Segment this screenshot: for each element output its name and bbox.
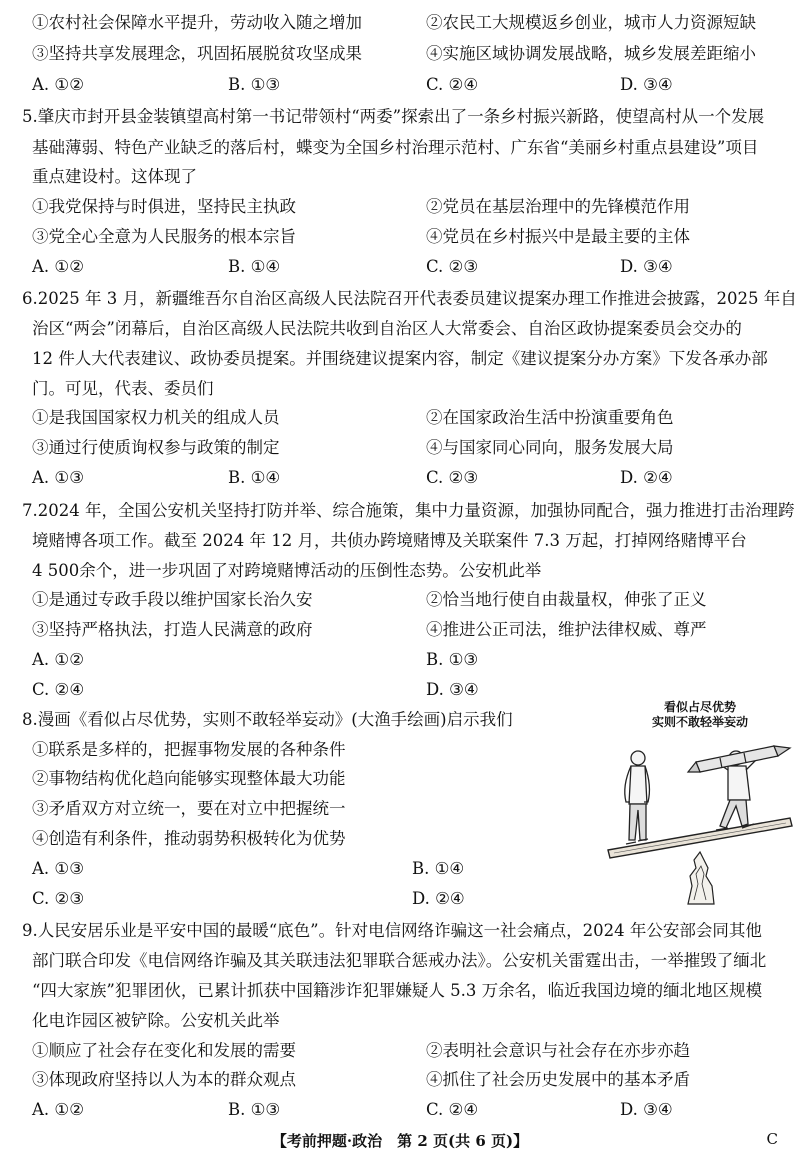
q7-choice-c: C. ②④ (32, 680, 85, 699)
q8-option-1: ①联系是多样的，把握事物发展的各种条件 (32, 740, 346, 759)
cartoon-caption-line2: 实则不敢轻举妄动 (651, 715, 748, 729)
q7-stem-line1: 7.2024 年，全国公安机关坚持打防并举、综合施策，集中力量资源，加强协同配合，强力推进打击治理跨 (22, 501, 795, 520)
q4-choice-a: A. ①② (32, 75, 84, 94)
q6-choice-d: D. ②④ (620, 468, 673, 487)
q9-option-1: ①顺应了社会存在变化和发展的需要 (32, 1041, 296, 1060)
q6-choice-a: A. ①③ (32, 468, 84, 487)
q6-choice-c: C. ②③ (426, 468, 479, 487)
footer-version-code: C (766, 1130, 778, 1148)
q7-option-4: ④推进公正司法，维护法律权威、尊严 (426, 620, 707, 639)
q5-option-1: ①我党保持与时俱进，坚持民主执政 (32, 197, 296, 216)
q7-choice-d: D. ③④ (426, 680, 479, 699)
q9-stem-line3: “四大家族”犯罪团伙，已累计抓获中国籍涉诈犯罪嫌疑人 5.3 万余名，临近我国边境的缅北地区规模 (32, 981, 763, 1000)
q5-stem-line3: 重点建设村。这体现了 (32, 167, 197, 186)
q7-choice-b: B. ①③ (426, 650, 479, 669)
q6-option-1: ①是我国国家权力机关的组成人员 (32, 408, 280, 427)
q4-option-4: ④实施区域协调发展战略，城乡发展差距缩小 (426, 44, 756, 63)
q4-choice-d: D. ③④ (620, 75, 673, 94)
q9-stem-line4: 化电诈园区被铲除。公安机关此举 (32, 1011, 280, 1030)
q8-option-2: ②事物结构优化趋向能够实现整体最大功能 (32, 769, 346, 788)
q6-stem-line4: 门。可见，代表、委员们 (32, 379, 214, 398)
q6-stem-line1: 6.2025 年 3 月，新疆维吾尔自治区高级人民法院召开代表委员建议提案办理工作推进会披露，2025 年自 (22, 289, 797, 308)
q8-choice-a: A. ①③ (32, 859, 84, 878)
q5-choice-a: A. ①② (32, 257, 84, 276)
q5-stem-line1: 5.肇庆市封开县金装镇望高村第一书记带领村“两委”探索出了一条乡村振兴新路，使望高村从一个发展 (22, 107, 765, 126)
fulcrum-flame (688, 852, 714, 904)
q5-option-4: ④党员在乡村振兴中是最主要的主体 (426, 227, 690, 246)
q8-choice-b: B. ①④ (412, 859, 465, 878)
seesaw-illustration (604, 700, 796, 905)
q5-choice-b: B. ①④ (228, 257, 281, 276)
q7-choice-a: A. ①② (32, 650, 84, 669)
left-standing-man (625, 751, 650, 844)
q9-stem-line1: 9.人民安居乐业是平安中国的最暖“底色”。针对电信网络诈骗这一社会痛点，2024 年公安部会同其他 (22, 921, 762, 940)
q9-choice-d: D. ③④ (620, 1100, 673, 1119)
q7-option-1: ①是通过专政手段以维护国家长治久安 (32, 590, 313, 609)
q5-choice-c: C. ②③ (426, 257, 479, 276)
q8-choice-d: D. ②④ (412, 889, 465, 908)
q5-option-3: ③党全心全意为人民服务的根本宗旨 (32, 227, 296, 246)
cartoon-caption-line1: 看似占尽优势 (663, 700, 736, 714)
q9-choice-c: C. ②④ (426, 1100, 479, 1119)
q9-option-2: ②表明社会意识与社会存在亦步亦趋 (426, 1041, 690, 1060)
q8-stem-line1: 8.漫画《看似占尽优势，实则不敢轻举妄动》(大渔手绘画)启示我们 (22, 710, 513, 729)
q9-option-3: ③体现政府坚持以人为本的群众观点 (32, 1070, 296, 1089)
q6-choice-b: B. ①④ (228, 468, 281, 487)
footer-page-info: 【考前押题·政治 第 2 页(共 6 页)】 (271, 1132, 529, 1150)
q6-option-4: ④与国家同心同向，服务发展大局 (426, 438, 674, 457)
q9-stem-line2: 部门联合印发《电信网络诈骗及其关联违法犯罪联合惩戒办法》。公安机关雷霆出击，一举摧毁了缅北 (32, 951, 767, 970)
q8-choice-c: C. ②③ (32, 889, 85, 908)
q9-option-4: ④抓住了社会历史发展中的基本矛盾 (426, 1070, 690, 1089)
q8-option-4: ④创造有利条件，推动弱势积极转化为优势 (32, 829, 346, 848)
q9-choice-b: B. ①③ (228, 1100, 281, 1119)
q5-choice-d: D. ③④ (620, 257, 673, 276)
seesaw-cartoon (604, 700, 796, 905)
q9-choice-a: A. ①② (32, 1100, 84, 1119)
q5-option-2: ②党员在基层治理中的先锋模范作用 (426, 197, 690, 216)
q4-option-1: ①农村社会保障水平提升，劳动收入随之增加 (32, 13, 362, 32)
q4-choice-b: B. ①③ (228, 75, 281, 94)
q8-option-3: ③矛盾双方对立统一，要在对立中把握统一 (32, 799, 346, 818)
q4-choice-c: C. ②④ (426, 75, 479, 94)
q7-option-2: ②恰当地行使自由裁量权，伸张了正义 (426, 590, 707, 609)
q6-option-2: ②在国家政治生活中扮演重要角色 (426, 408, 674, 427)
q5-stem-line2: 基础薄弱、特色产业缺乏的落后村，蝶变为全国乡村治理示范村、广东省“美丽乡村重点县建设”项目 (32, 138, 759, 157)
q7-stem-line2: 境赌博各项工作。截至 2024 年 12 月，共侦办跨境赌博及关联案件 7.3 万起，打掉网络赌博平台 (32, 531, 747, 550)
q6-option-3: ③通过行使质询权参与政策的制定 (32, 438, 280, 457)
q6-stem-line2: 治区“两会”闭幕后，自治区高级人民法院共收到自治区人大常委会、自治区政协提案委员会交办的 (32, 319, 742, 338)
q4-option-3: ③坚持共享发展理念，巩固拓展脱贫攻坚成果 (32, 44, 362, 63)
q4-option-2: ②农民工大规模返乡创业，城市人力资源短缺 (426, 13, 756, 32)
q7-stem-line3: 4 500余个，进一步巩固了对跨境赌博活动的压倒性态势。公安机此举 (32, 561, 542, 580)
q6-stem-line3: 12 件人大代表建议、政协委员提案。并围绕建议提案内容，制定《建议提案分办方案》下发各承办部 (32, 349, 768, 368)
q7-option-3: ③坚持严格执法，打造人民满意的政府 (32, 620, 313, 639)
